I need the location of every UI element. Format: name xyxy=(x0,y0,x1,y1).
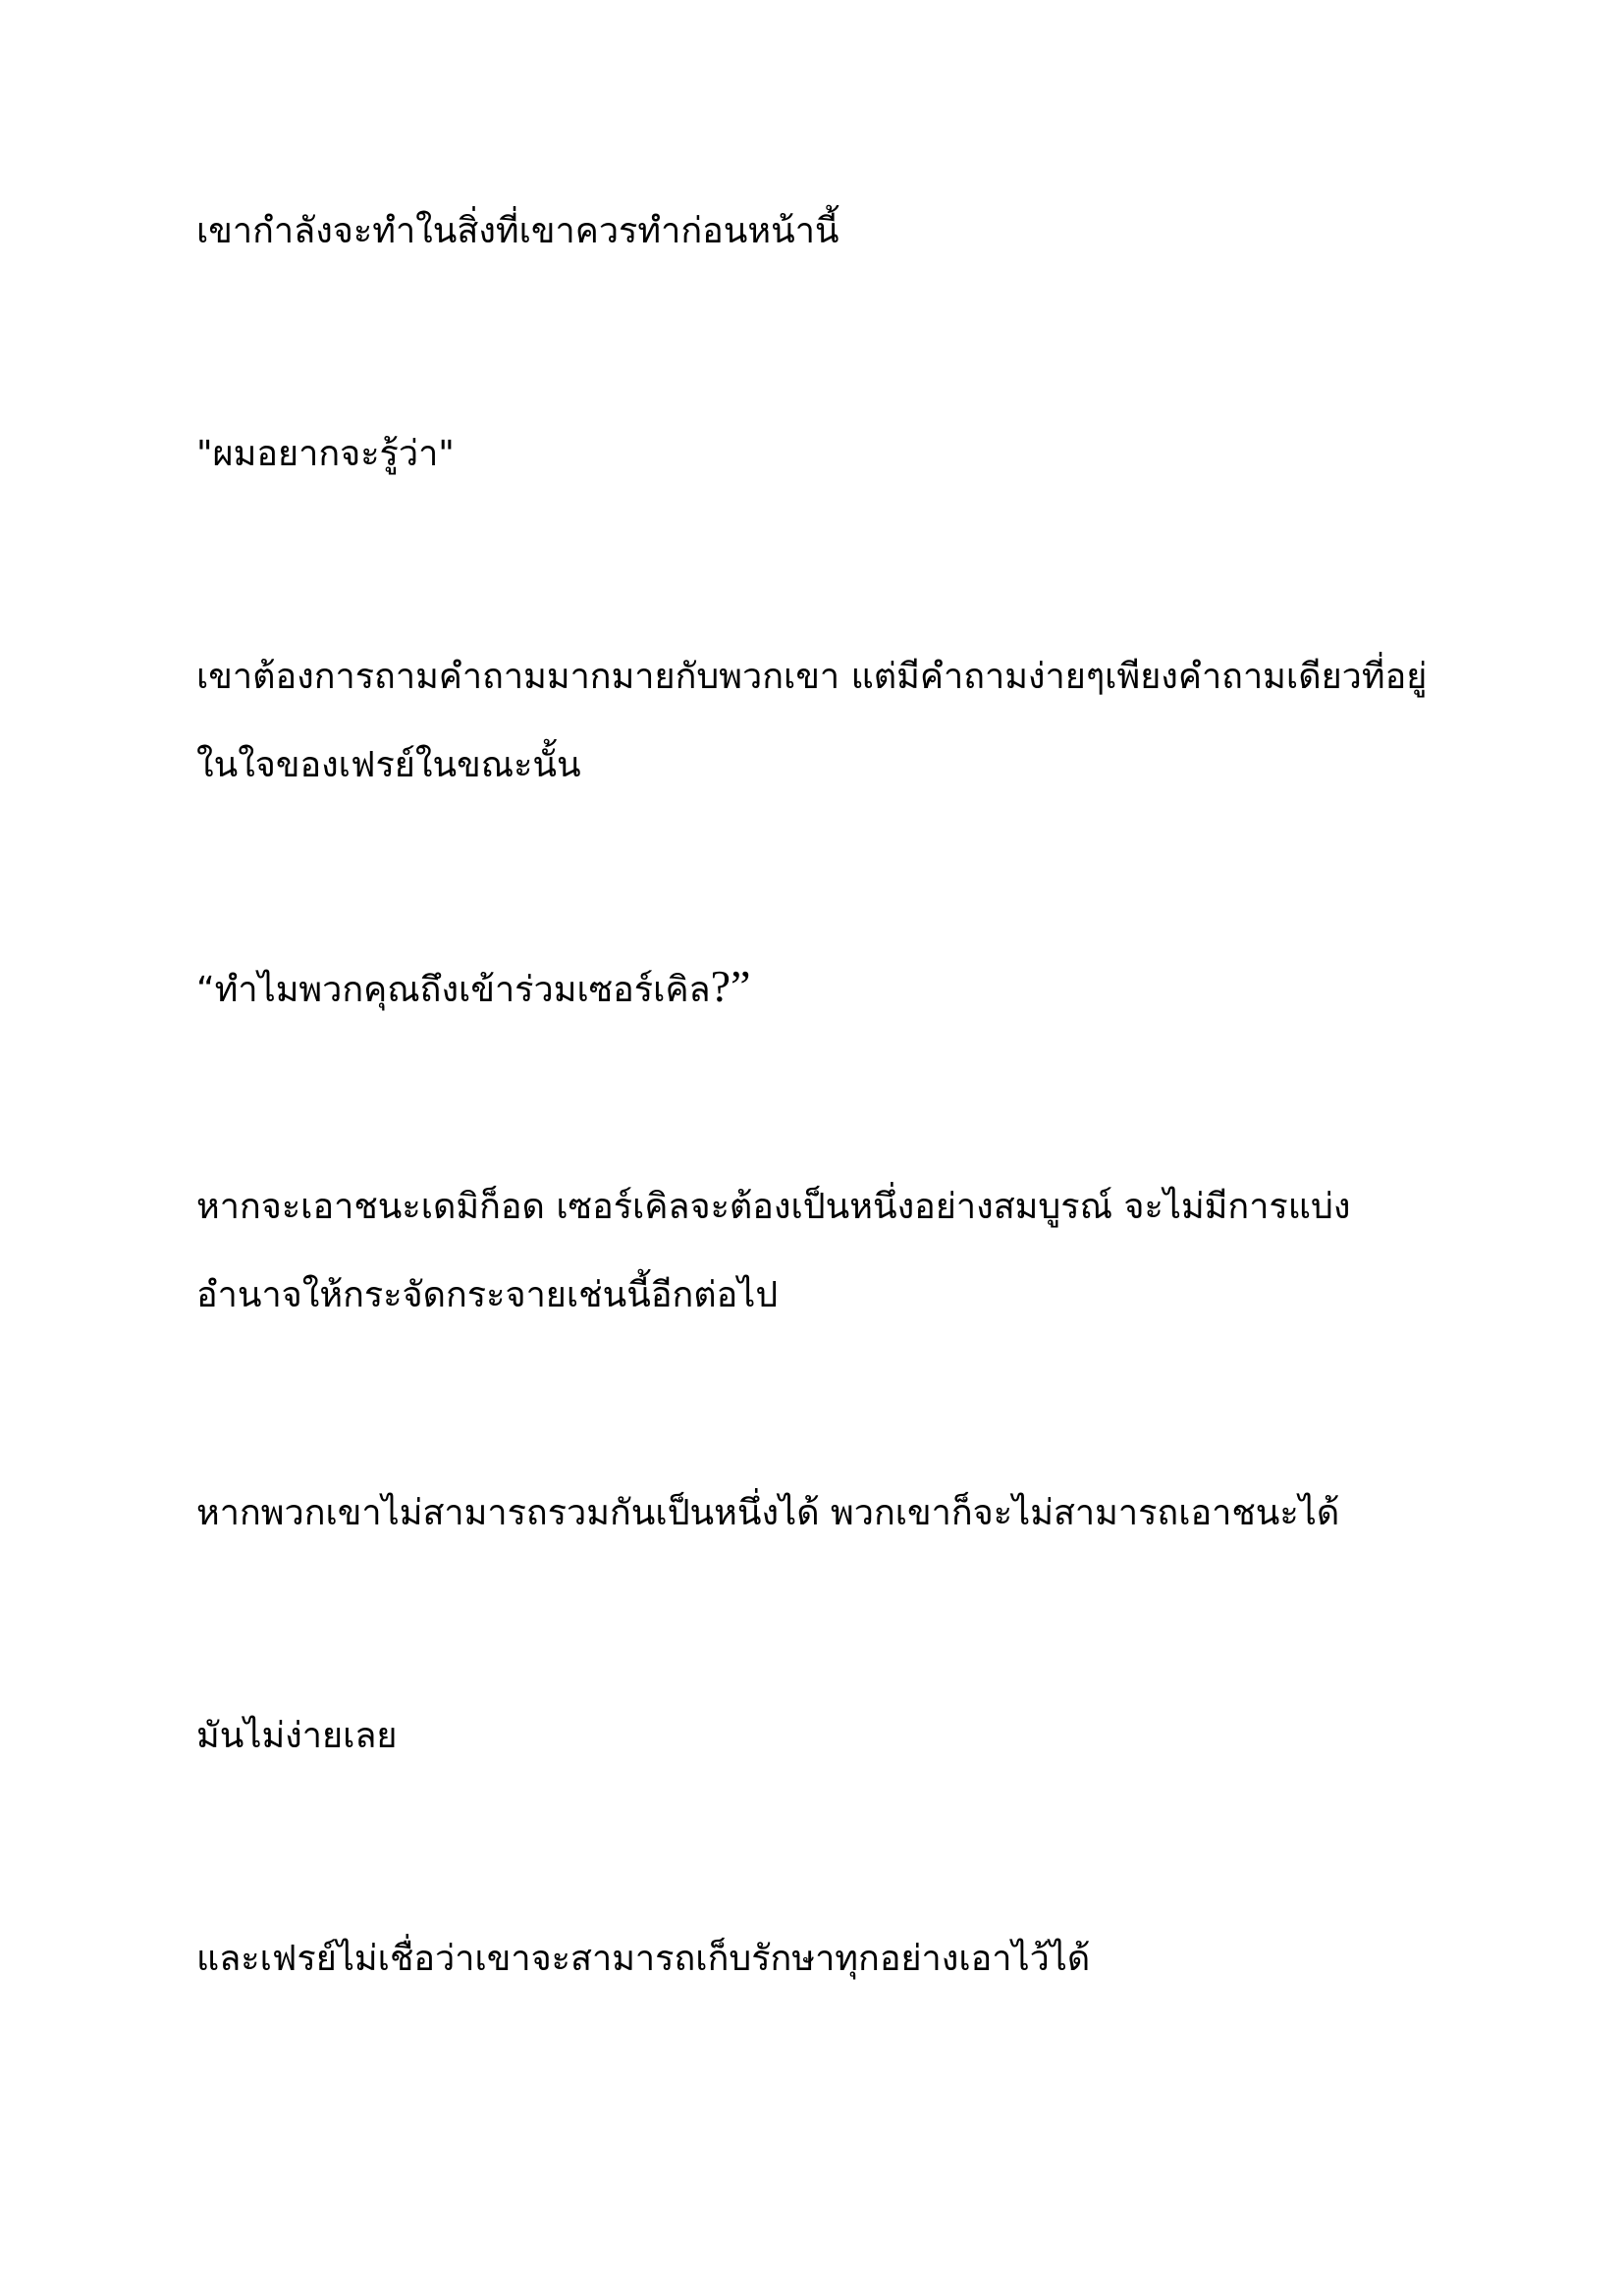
paragraph-3 xyxy=(196,633,1463,810)
paragraph-line: ในใจของเฟรย์ในขณะนั้น xyxy=(196,745,581,785)
paragraph-line: เขาต้องการถามคำถามมากมายกับพวกเขา แต่มีคำถามง่ายๆเพียงคำถามเดียวที่อยู่ xyxy=(196,657,1428,697)
paragraph-line: หากพวกเขาไม่สามารถรวมกันเป็นหนึ่งได้ พวกเขาก็จะไม่สามารถเอาชนะได้ xyxy=(196,1493,1340,1533)
paragraph-line xyxy=(196,942,1463,1035)
paragraph-7 xyxy=(196,1692,1463,1781)
paragraph-8 xyxy=(196,1915,1463,2003)
paragraph-line: หากจะเอาชนะเดมิก็อด เซอร์เคิลจะต้องเป็นหนึ่งอย่างสมบูรณ์ จะไม่มีการแบ่ง xyxy=(196,1187,1351,1227)
question-mark: ?” xyxy=(710,961,751,1011)
paragraph-line: มันไม่ง่ายเลย xyxy=(196,1716,398,1756)
paragraph-6 xyxy=(196,1469,1463,1558)
paragraph-5 xyxy=(196,1163,1463,1340)
paragraph-line: และเฟรย์ไม่เชื่อว่าเขาจะสามารถเก็บรักษาทุกอย่างเอาไว้ได้ xyxy=(196,1939,1091,1979)
paragraph-4 xyxy=(196,942,1463,1035)
paragraph-1 xyxy=(196,187,1463,276)
paragraph-line: "ผมอยากจะรู้ว่า" xyxy=(196,434,455,474)
dialogue-text: “ทำไมพวกคุณถึงเข้าร่วมเซอร์เคิล xyxy=(196,970,711,1010)
paragraph-2 xyxy=(196,410,1463,499)
paragraph-line: เขากำลังจะทำในสิ่งที่เขาควรทำก่อนหน้านี้ xyxy=(196,211,839,251)
paragraph-line: อำนาจให้กระจัดกระจายเช่นนี้อีกต่อไป xyxy=(196,1275,779,1315)
